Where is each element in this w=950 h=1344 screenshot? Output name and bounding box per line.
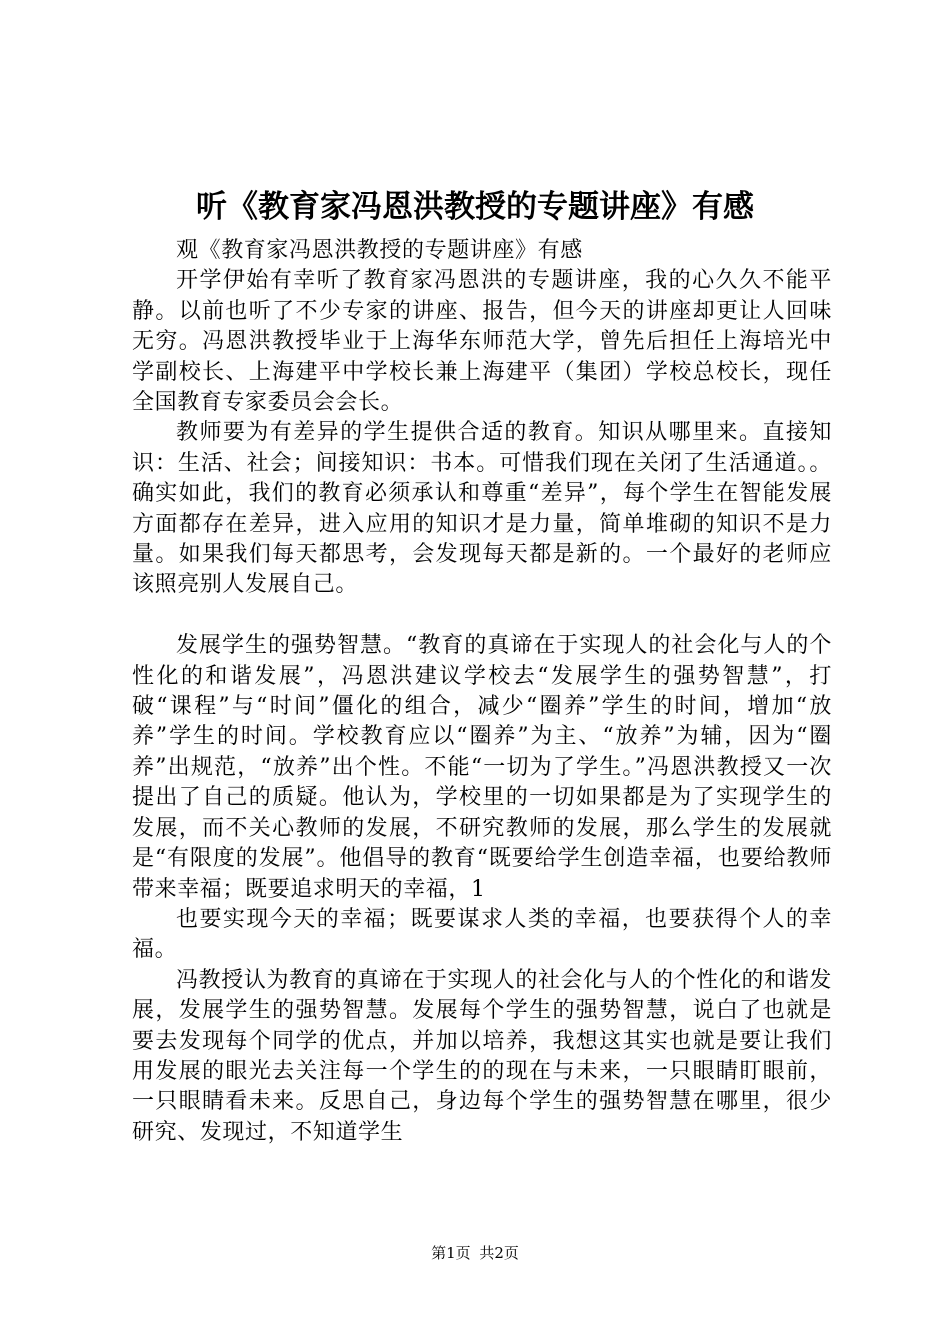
subtitle-paragraph: 观《教育家冯恩洪教授的专题讲座》有感	[176, 238, 583, 263]
document-title: 听《教育家冯恩洪教授的专题讲座》有感	[196, 189, 754, 225]
body-paragraph: 冯教授认为教育的真谛在于实现人的社会化与人的个性化的和谐发展，发展学生的强势智慧。发展每个学生的强势智慧，说白了也就是要去发现每个同学的优点，并加以培养，我想这其实也就是要让我们用发展的眼光去关注每一个学生的的现在与未来，一只眼睛盯眼前，一只眼睛看未来。反思自己，身边每个学生的强势智慧在哪里，很少研究、发现过，不知道学生	[132, 967, 832, 1145]
page-footer	[0, 1241, 950, 1265]
page-number: 第1页	[431, 1244, 471, 1262]
body-paragraph: 也要实现今天的幸福；既要谋求人类的幸福，也要获得个人的幸福。	[132, 906, 832, 963]
document-body	[132, 236, 832, 1148]
body-paragraph: 教师要为有差异的学生提供合适的教育。知识从哪里来。直接知识：生活、社会；间接知识：书本。可惜我们现在关闭了生活通道。。确实如此，我们的教育必须承认和尊重“差异”，每个学生在智能发展方面都存在差异，进入应用的知识才是力量，简单堆砌的知识不是力量。如果我们每天都思考，会发现每天都是新的。一个最好的老师应该照亮别人发展自己。	[132, 420, 832, 598]
body-paragraph: 发展学生的强势智慧。“教育的真谛在于实现人的社会化与人的个性化的和谐发展”，冯恩洪建议学校去“发展学生的强势智慧”，打破“课程”与“时间”僵化的组合，减少“圈养”学生的时间，增加“放养”学生的时间。学校教育应以“圈养”为主、“放养”为辅，因为“圈养”出规范，“放养”出个性。不能“一切为了学生。”冯恩洪教授又一次提出了自己的质疑。他认为，学校里的一切如果都是为了实现学生的发展，而不关心教师的发展，不研究教师的发展，那么学生的发展就是“有限度的发展”。他倡导的教育“既要给学生创造幸福，也要给教师带来幸福；既要追求明天的幸福，1	[132, 633, 832, 902]
body-paragraph: 开学伊始有幸听了教育家冯恩洪的专题讲座，我的心久久不能平静。以前也听了不少专家的讲座、报告，但今天的讲座却更让人回味无穷。冯恩洪教授毕业于上海华东师范大学，曾先后担任上海培光中学副校长、上海建平中学校长兼上海建平（集团）学校总校长，现任全国教育专家委员会会长。	[132, 268, 832, 416]
page-total: 共2页	[479, 1244, 519, 1262]
blank-line	[132, 601, 832, 631]
